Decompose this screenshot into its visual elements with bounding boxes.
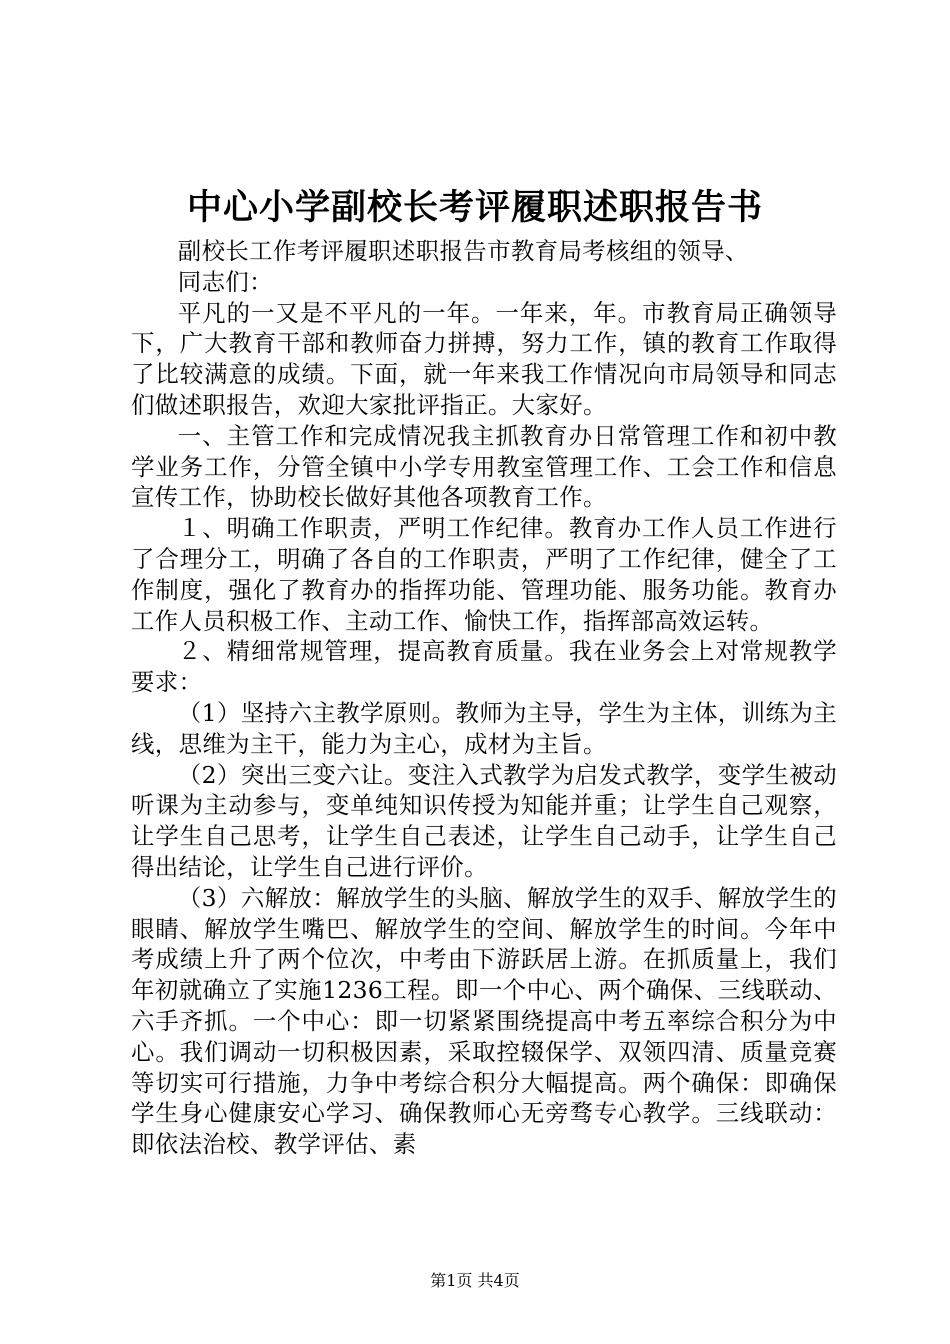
paragraph-subitem-2: （2）突出三变六让。变注入式教学为启发式教学，变学生被动听课为主动参与，变单纯知识传授为知能并重；让学生自己观察，让学生自己思考，让学生自己表述，让学生自己动手，让学生自己得出结论，让学生自己进行评价。 xyxy=(131,760,837,881)
paragraph-subitem-1: （1）坚持六主教学原则。教师为主导，学生为主体，训练为主线，思维为主干，能力为主心，成材为主旨。 xyxy=(131,698,837,758)
paragraph-intro: 平凡的一又是不平凡的一年。一年来，年。市教育局正确领导下，广大教育干部和教师奋力拼搏，努力工作，镇的教育工作取得了比较满意的成绩。下面，就一年来我工作情况向市局领导和同志们做述职报告，欢迎大家批评指正。大家好。 xyxy=(131,298,837,419)
document-title: 中心小学副校长考评履职述职报告书 xyxy=(186,187,763,228)
paragraph-opening: 副校长工作考评履职述职报告市教育局考核组的领导、 xyxy=(177,237,749,265)
paragraph-subitem-3: （3）六解放：解放学生的头脑、解放学生的双手、解放学生的眼睛、解放学生嘴巴、解放学生的空间、解放学生的时间。今年中考成绩上升了两个位次，中考由下游跃居上游。在抓质量上，我们年初就确立了实施1236工程。即一个中心、两个确保、三线联动、六手齐抓。一个中心：即一切紧紧围绕提高中考五率综合积分为中心。我们调动一切积极因素，采取控辍保学、双领四清、质量竞赛等切实可行措施，力争中考综合积分大幅提高。两个确保：即确保学生身心健康安心学习、确保教师心无旁骛专心教学。三线联动：即依法治校、教学评估、素 xyxy=(131,883,837,1159)
page-number-footer: 第1页 共4页 xyxy=(430,1271,520,1290)
paragraph-item-1: １、明确工作职责，严明工作纪律。教育办工作人员工作进行了合理分工，明确了各自的工作职责，严明了工作纪律，健全了工作制度，强化了教育办的指挥功能、管理功能、服务功能。教育办工作人员积极工作、主动工作、愉快工作，指挥部高效运转。 xyxy=(131,514,837,635)
paragraph-item-2: ２、精细常规管理，提高教育质量。我在业务会上对常规教学要求： xyxy=(131,637,837,697)
paragraph-salutation: 同志们： xyxy=(177,267,273,296)
document-body xyxy=(131,236,837,1160)
paragraph-section-1: 一、主管工作和完成情况我主抓教育办日常管理工作和初中教学业务工作，分管全镇中小学专用教室管理工作、工会工作和信息宣传工作，协助校长做好其他各项教育工作。 xyxy=(131,421,837,512)
